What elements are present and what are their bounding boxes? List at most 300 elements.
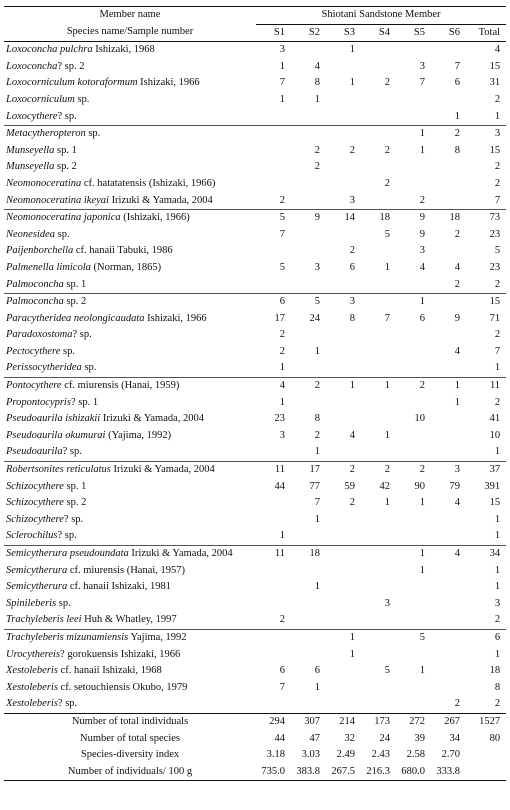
table-row <box>4 42 506 59</box>
total-count-cell: 2 <box>494 161 501 173</box>
sample-count-cell <box>361 411 396 428</box>
species-author: Ishizaki, 1966 <box>137 77 200 89</box>
species-name-cell <box>4 176 256 193</box>
species-author: ? sp. <box>57 530 77 542</box>
species-author: ? sp. <box>62 446 82 458</box>
summary-value-cell: 44 <box>274 732 285 744</box>
sample-count-cell: 9 <box>454 312 460 324</box>
total-count-cell: 7 <box>494 194 501 206</box>
table-row <box>4 260 506 277</box>
sample-count-cell <box>431 663 466 680</box>
sample-count-cell: 23 <box>274 413 285 425</box>
sample-count-cell <box>291 327 326 344</box>
sample-count-cell: 2 <box>384 77 390 89</box>
sample-count-cell: 17 <box>274 312 285 324</box>
sample-count-cell <box>291 528 326 545</box>
table-row <box>4 143 506 160</box>
sample-count-cell <box>361 360 396 377</box>
table-row <box>4 696 506 713</box>
total-count-cell: 71 <box>489 312 501 324</box>
sample-count-cell <box>396 428 431 445</box>
species-name-italic: Perissocytheridea <box>6 362 82 374</box>
sample-count-cell <box>361 159 396 176</box>
sample-count-cell: 2 <box>314 429 320 441</box>
sample-count-cell <box>291 277 326 294</box>
sample-header-s5: S5 <box>396 24 431 42</box>
sample-count-cell: 3 <box>314 261 320 273</box>
species-name-cell <box>4 444 256 461</box>
summary-value-cell: 307 <box>291 713 326 730</box>
total-count-cell: 15 <box>489 60 501 72</box>
species-author: Yajima, 1992 <box>128 631 187 643</box>
summary-value-cell: 24 <box>379 732 390 744</box>
sample-count-cell: 2 <box>384 177 390 189</box>
summary-value-cell: 39 <box>414 732 425 744</box>
sample-count-cell <box>361 612 396 629</box>
sample-count-cell <box>361 59 396 76</box>
species-name-cell <box>4 428 256 445</box>
species-name-italic: Trachyleberis mizunamiensis <box>6 631 129 643</box>
sample-count-cell <box>326 395 361 412</box>
table-row <box>4 495 506 512</box>
table-row <box>4 193 506 210</box>
sample-count-cell: 5 <box>384 665 390 677</box>
total-count-cell: 1 <box>494 581 501 593</box>
sample-count-cell <box>431 176 466 193</box>
sample-count-cell: 1 <box>314 513 320 525</box>
species-author: Irizuki & Yamada, 2004 <box>128 548 233 559</box>
table-row <box>4 612 506 629</box>
species-name-italic: Semicytherura <box>6 581 68 593</box>
sample-count-cell: 1 <box>396 126 431 143</box>
species-author: sp. 1 <box>54 144 77 156</box>
table-row <box>4 243 506 260</box>
table-row <box>4 411 506 428</box>
table-row <box>4 92 506 109</box>
total-count-cell: 2 <box>494 278 501 290</box>
sample-header-s6: S6 <box>431 24 466 42</box>
sample-count-cell: 2 <box>314 144 320 156</box>
sample-count-cell <box>326 176 361 193</box>
total-count-cell: 23 <box>489 228 501 240</box>
table-row <box>4 378 506 395</box>
species-author: ? sp. 2 <box>57 60 85 72</box>
species-name-cell <box>4 210 256 227</box>
sample-count-cell: 2 <box>291 378 326 395</box>
sample-count-cell <box>431 680 466 697</box>
summary-total-cell <box>466 764 506 781</box>
sample-count-cell <box>361 444 396 461</box>
sample-count-cell: 5 <box>256 210 291 227</box>
summary-label: Number of individuals/ 100 g <box>4 764 256 781</box>
sample-count-cell <box>326 126 361 143</box>
table-row <box>4 176 506 193</box>
species-name-italic: Xestoleberis <box>6 698 58 710</box>
species-author: ? sp. <box>63 513 84 525</box>
summary-value-cell: 214 <box>326 713 361 730</box>
total-count-cell: 6 <box>466 629 506 646</box>
summary-value-cell: 267.5 <box>326 764 361 781</box>
species-name-italic: Trachyleberis leei <box>6 614 82 626</box>
summary-value-cell: 2.70 <box>441 749 460 761</box>
sample-count-cell <box>431 612 466 629</box>
sample-count-cell: 2 <box>384 144 390 156</box>
sample-count-cell <box>396 579 431 596</box>
sample-count-cell <box>256 159 291 176</box>
species-name-cell <box>4 294 256 311</box>
sample-count-cell <box>291 629 326 646</box>
sample-count-cell: 8 <box>314 413 320 425</box>
sample-count-cell: 3 <box>279 429 285 441</box>
sample-count-cell: 1 <box>279 396 285 408</box>
sample-count-cell <box>326 696 361 713</box>
sample-count-cell: 1 <box>419 144 425 156</box>
sample-count-cell <box>256 126 291 143</box>
species-name-italic: Palmoconcha <box>6 296 64 308</box>
summary-value-cell: 2.58 <box>406 749 425 761</box>
sample-count-cell: 1 <box>314 581 320 593</box>
sample-count-cell <box>326 612 361 629</box>
sample-count-cell: 9 <box>419 228 425 240</box>
sample-count-cell: 1 <box>454 396 460 408</box>
sample-count-cell: 11 <box>256 546 291 563</box>
species-author: Irizuki & Yamada, 2004 <box>108 194 213 206</box>
sample-count-cell <box>291 395 326 412</box>
summary-value-cell: 333.8 <box>431 764 466 781</box>
sample-count-cell <box>431 92 466 109</box>
sample-count-cell <box>396 647 431 664</box>
sample-count-cell: 1 <box>431 378 466 395</box>
sample-count-cell <box>291 126 326 143</box>
total-count-cell: 1 <box>494 110 501 122</box>
species-name-cell <box>4 612 256 629</box>
species-name-cell <box>4 59 256 76</box>
sample-count-cell: 5 <box>291 294 326 311</box>
species-table-container <box>4 6 506 781</box>
sample-count-cell <box>256 176 291 193</box>
sample-count-cell <box>361 92 396 109</box>
table-row <box>4 428 506 445</box>
sample-count-cell: 1 <box>384 261 390 273</box>
total-count-cell: 3 <box>494 597 501 609</box>
sample-count-cell <box>291 596 326 613</box>
total-count-cell: 73 <box>466 210 506 227</box>
table-row <box>4 126 506 143</box>
summary-row <box>4 747 506 764</box>
species-author: ? sp. <box>57 698 78 710</box>
sample-count-cell: 24 <box>309 312 320 324</box>
table-row <box>4 596 506 613</box>
species-name-italic: Loxocythere <box>6 110 58 122</box>
species-name-cell <box>4 109 256 126</box>
sample-count-cell: 17 <box>291 462 326 479</box>
species-name-italic: Munseyella <box>6 161 55 173</box>
species-name-cell <box>4 663 256 680</box>
sample-count-cell: 2 <box>279 194 285 206</box>
sample-count-cell: 1 <box>349 44 355 56</box>
table-row <box>4 579 506 596</box>
sample-count-cell <box>256 243 291 260</box>
sample-count-cell <box>361 277 396 294</box>
sample-count-cell <box>256 512 291 529</box>
species-name-italic: Neonesidea <box>6 228 55 240</box>
table-row <box>4 647 506 664</box>
sample-count-cell: 3 <box>419 60 425 72</box>
sample-count-cell: 7 <box>384 312 390 324</box>
sample-count-cell: 7 <box>454 60 460 72</box>
sample-count-cell <box>431 563 466 580</box>
total-count-cell: 2 <box>494 614 501 626</box>
species-name-cell <box>4 126 256 143</box>
sample-count-cell <box>396 512 431 529</box>
sample-count-cell: 1 <box>349 648 355 660</box>
summary-value-cell: 383.8 <box>291 764 326 781</box>
species-name-italic: Palmenella limicola <box>6 261 91 273</box>
summary-value-cell: 267 <box>431 713 466 730</box>
species-author: ? sp. <box>57 110 77 122</box>
sample-count-cell <box>326 512 361 529</box>
summary-label: Species-diversity index <box>80 749 180 761</box>
sample-count-cell: 18 <box>431 210 466 227</box>
sample-header-s3: S3 <box>326 24 361 42</box>
total-count-cell: 4 <box>494 44 501 56</box>
sample-count-cell <box>291 647 326 664</box>
species-name-italic: Sclerochilus <box>6 530 58 542</box>
total-count-cell: 15 <box>489 144 501 156</box>
species-name-italic: Semicytherura pseudoundata <box>6 548 129 559</box>
species-name-cell <box>4 311 256 328</box>
species-name-italic: Pseudoaurila ishizakii <box>6 413 101 425</box>
species-author: sp. 2 <box>54 161 77 173</box>
summary-total-cell: 1527 <box>466 713 506 730</box>
species-name-italic: Loxocorniculum kotoraformum <box>6 77 138 89</box>
sample-count-cell <box>291 360 326 377</box>
sample-count-cell <box>291 696 326 713</box>
sample-count-cell: 4 <box>314 60 320 72</box>
sample-count-cell: 6 <box>256 294 291 311</box>
sample-count-cell <box>291 563 326 580</box>
species-author: ? sp. <box>72 329 92 341</box>
table-row <box>4 395 506 412</box>
sample-count-cell: 3 <box>349 194 355 206</box>
sample-count-cell: 1 <box>419 564 425 576</box>
total-count-cell: 31 <box>489 77 501 89</box>
species-name-cell <box>4 395 256 412</box>
species-name-cell <box>4 495 256 512</box>
sample-count-cell <box>361 579 396 596</box>
table-row <box>4 210 506 227</box>
summary-total-cell <box>466 747 506 764</box>
sample-count-cell <box>291 42 326 59</box>
summary-row <box>4 713 506 730</box>
sample-count-cell: 14 <box>326 210 361 227</box>
sample-count-cell: 2 <box>454 698 460 710</box>
sample-count-cell: 5 <box>279 261 285 273</box>
species-name-cell <box>4 629 256 646</box>
sample-count-cell <box>361 395 396 412</box>
species-name-italic: Schizocythere <box>6 513 64 525</box>
sample-count-cell <box>361 629 396 646</box>
summary-value-cell: 34 <box>449 732 460 744</box>
sample-count-cell <box>396 176 431 193</box>
sample-count-cell <box>361 647 396 664</box>
sample-count-cell: 6 <box>314 665 320 677</box>
sample-count-cell <box>326 360 361 377</box>
sample-count-cell: 1 <box>279 60 285 72</box>
sample-count-cell <box>291 176 326 193</box>
sample-count-cell <box>326 596 361 613</box>
species-name-italic: Urocythereis <box>6 648 61 660</box>
sample-count-cell: 7 <box>314 497 320 509</box>
summary-value-cell: 32 <box>344 732 355 744</box>
species-name-italic: Paradoxostoma <box>6 329 73 341</box>
total-count-cell: 23 <box>489 261 501 273</box>
species-name-cell <box>4 260 256 277</box>
sample-count-cell: 4 <box>454 261 460 273</box>
species-author: (Ishizaki, 1966) <box>120 212 190 224</box>
species-author: Ishizaki, 1968 <box>92 44 155 56</box>
summary-body <box>4 713 506 780</box>
sample-count-cell <box>326 327 361 344</box>
sample-count-cell <box>326 92 361 109</box>
sample-count-cell <box>396 528 431 545</box>
species-author: cf. setouchiensis Okubo, 1979 <box>57 681 188 693</box>
species-name-italic: Paijenborchella <box>6 245 74 257</box>
sample-count-cell: 8 <box>349 312 355 324</box>
species-name-cell <box>4 344 256 361</box>
table-row <box>4 663 506 680</box>
total-count-cell: 2 <box>494 93 501 105</box>
species-name-cell <box>4 360 256 377</box>
species-name-cell <box>4 92 256 109</box>
species-author: sp. <box>56 597 71 609</box>
sample-header-s1: S1 <box>256 24 291 42</box>
species-name-cell <box>4 596 256 613</box>
species-author: cf. hanaii Ishizaki, 1968 <box>57 665 162 677</box>
sample-count-cell: 1 <box>384 429 390 441</box>
species-name-cell <box>4 411 256 428</box>
table-row <box>4 294 506 311</box>
sample-count-cell <box>396 612 431 629</box>
summary-value-cell: 680.0 <box>396 764 431 781</box>
species-name-italic: Metacytheropteron <box>6 128 86 140</box>
sample-count-cell <box>431 411 466 428</box>
species-name-cell <box>4 327 256 344</box>
sample-count-cell: 2 <box>314 161 320 173</box>
sample-count-cell <box>256 629 291 646</box>
sample-count-cell <box>256 444 291 461</box>
total-count-cell: 37 <box>466 462 506 479</box>
sample-count-cell <box>326 227 361 244</box>
species-name-italic: Robertsonites reticulatus <box>6 464 111 476</box>
table-row <box>4 75 506 92</box>
sample-count-cell <box>361 42 396 59</box>
species-name-cell <box>4 75 256 92</box>
table-row <box>4 159 506 176</box>
species-author: sp. <box>74 93 90 105</box>
species-author: sp. 1 <box>63 480 87 492</box>
sample-count-cell <box>431 579 466 596</box>
species-name-cell <box>4 227 256 244</box>
summary-value-cell: 173 <box>361 713 396 730</box>
sample-count-cell: 1 <box>279 93 285 105</box>
sample-count-cell: 4 <box>454 497 460 509</box>
sample-count-cell <box>326 546 361 563</box>
sample-count-cell: 2 <box>349 245 355 257</box>
species-name-cell <box>4 243 256 260</box>
sample-count-cell: 9 <box>396 210 431 227</box>
sample-count-cell <box>326 563 361 580</box>
sample-count-cell: 2 <box>396 462 431 479</box>
table-row <box>4 109 506 126</box>
sample-count-cell: 2 <box>279 345 285 357</box>
total-count-cell: 5 <box>494 245 501 257</box>
member-title: Shiotani Sandstone Member <box>256 7 506 25</box>
species-author: sp. 1 <box>63 278 87 290</box>
total-count-cell: 1 <box>494 530 501 542</box>
total-count-cell: 1 <box>494 513 501 525</box>
sample-count-cell: 1 <box>419 665 425 677</box>
sample-count-cell: 10 <box>414 413 425 425</box>
species-name-italic: Paracytheridea neolongicaudata <box>6 312 145 324</box>
sample-count-cell <box>326 344 361 361</box>
species-author: (Norman, 1865) <box>90 261 162 273</box>
sample-count-cell: 3 <box>419 245 425 257</box>
sample-count-cell <box>361 512 396 529</box>
table-row <box>4 444 506 461</box>
species-name-cell <box>4 159 256 176</box>
sample-count-cell: 79 <box>449 480 460 492</box>
species-author: cf. hanaii Ishizaki, 1981 <box>67 581 172 593</box>
species-name-cell <box>4 277 256 294</box>
sample-count-cell: 77 <box>309 480 320 492</box>
total-count-cell: 7 <box>494 345 501 357</box>
sample-count-cell: 1 <box>314 446 320 458</box>
sample-count-cell <box>361 528 396 545</box>
table-row <box>4 479 506 496</box>
sample-count-cell <box>256 696 291 713</box>
species-body <box>4 42 506 714</box>
sample-count-cell: 1 <box>454 110 460 122</box>
table-row <box>4 563 506 580</box>
sample-count-cell: 3 <box>431 462 466 479</box>
sample-count-cell <box>326 159 361 176</box>
species-name-cell <box>4 696 256 713</box>
sample-count-cell <box>326 444 361 461</box>
sample-count-cell: 4 <box>419 261 425 273</box>
table-row <box>4 360 506 377</box>
sample-header-s4: S4 <box>361 24 396 42</box>
species-name-italic: Schizocythere <box>6 480 64 492</box>
species-author: ? sp. 1 <box>70 396 99 408</box>
sample-count-cell: 1 <box>326 629 361 646</box>
sample-count-cell: 4 <box>431 546 466 563</box>
total-count-cell: 3 <box>466 126 506 143</box>
species-name-cell <box>4 193 256 210</box>
summary-total-cell: 80 <box>489 732 501 744</box>
sample-count-cell: 1 <box>384 497 390 509</box>
sample-count-cell: 2 <box>349 144 355 156</box>
sample-count-cell <box>361 294 396 311</box>
species-author: (Yajima, 1992) <box>105 429 172 441</box>
sample-count-cell <box>396 344 431 361</box>
sample-count-cell <box>396 109 431 126</box>
sample-count-cell <box>361 344 396 361</box>
species-author: ? gorokuensis Ishizaki, 1966 <box>60 648 181 660</box>
sample-count-cell <box>256 563 291 580</box>
sample-count-cell <box>361 680 396 697</box>
species-name-italic: Xestoleberis <box>6 681 58 693</box>
